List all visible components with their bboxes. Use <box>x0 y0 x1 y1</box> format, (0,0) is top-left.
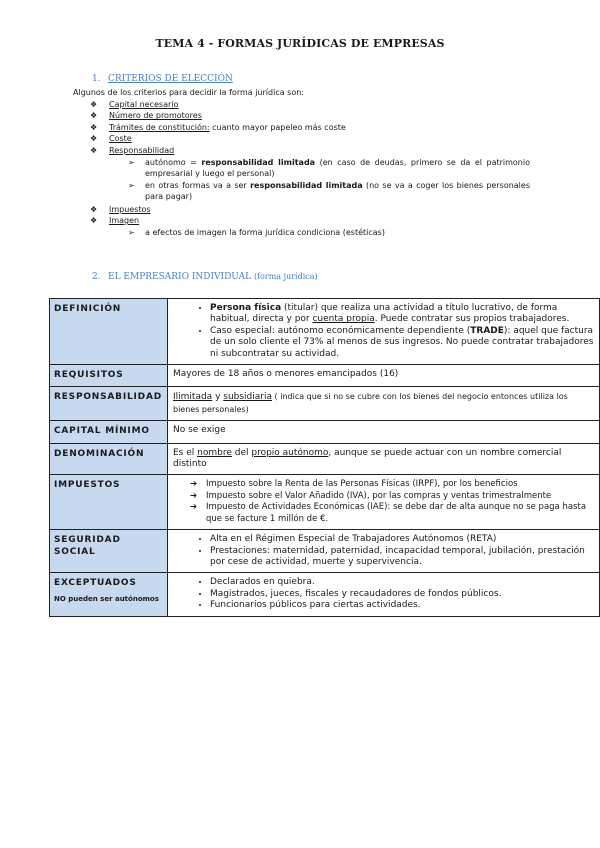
arrowhead-bullet-icon: ➢ <box>128 228 135 238</box>
diamond-bullet-icon: ❖ <box>90 111 98 121</box>
arrow-right-icon: ➔ <box>190 479 198 490</box>
list-item: • Alta en el Régimen Especial de Trabajadores Autónomos (RETA) <box>210 534 594 545</box>
list-item: • Prestaciones: maternidad, paternidad, incapacidad temporal, jubilación, prestación por cese de actividad, muerte y supervivencia. <box>210 546 594 569</box>
impuestos-cell <box>168 475 600 530</box>
list-item: ❖ Imagen ➢ a efectos de imagen la forma jurídica condiciona (estéticas) <box>90 215 530 239</box>
arrowhead-bullet-icon: ➢ <box>128 180 135 190</box>
list-item: • Declarados en quiebra. <box>210 577 594 588</box>
diamond-bullet-icon: ❖ <box>90 216 98 226</box>
page-title: TEMA 4 - FORMAS JURÍDICAS DE EMPRESAS <box>155 37 445 50</box>
capital-cell: No se exige <box>168 421 600 443</box>
table-row <box>50 299 600 365</box>
exceptuados-sublabel: NO pueden ser autónomos <box>54 594 159 603</box>
list-item: ➢ a efectos de imagen la forma jurídica condiciona (estéticas) <box>128 228 385 238</box>
section-1-number: 1. <box>92 74 101 84</box>
table-row <box>50 475 600 530</box>
diamond-bullet-icon: ❖ <box>90 145 98 155</box>
seguridad-cell <box>168 530 600 573</box>
empresario-individual-table <box>49 298 600 617</box>
table-row <box>50 387 600 421</box>
row-label-seguridad: SEGURIDAD SOCIAL <box>50 530 168 573</box>
arrow-right-icon: ➔ <box>190 502 198 513</box>
list-item: ❖ Capital necesario <box>90 100 179 109</box>
row-label-definicion: DEFINICIÓN <box>50 299 168 365</box>
table-row <box>50 573 600 616</box>
section-2-heading <box>92 272 318 282</box>
row-label-exceptuados: EXCEPTUADOS NO pueden ser autónomos <box>50 573 168 616</box>
denominacion-cell: Es el nombre del propio autónomo, aunque se puede actuar con un nombre comercial distinto <box>168 443 600 475</box>
list-item: • Persona física (titular) que realiza una actividad a título lucrativo, de forma habitual, directa y por cuenta propia. Puede contratar sus propios trabajadores. <box>210 303 594 326</box>
list-item: ➢ autónomo = responsabilidad limitada (en caso de deudas, primero se da el patrimonio empresarial y luego el personal) <box>128 158 530 179</box>
row-label-requisitos: REQUISITOS <box>50 365 168 387</box>
list-item: • Funcionarios públicos para ciertas actividades. <box>210 600 594 611</box>
table-row <box>50 421 600 443</box>
section-2-title: EL EMPRESARIO INDIVIDUAL <box>108 272 252 282</box>
list-item: ❖ Trámites de constitución: cuanto mayor papeleo más coste <box>90 122 346 132</box>
row-label-capital: CAPITAL MÍNIMO <box>50 421 168 443</box>
section-2-subtitle: (forma jurídica) <box>253 272 318 281</box>
exceptuados-cell <box>168 573 600 616</box>
arrow-right-icon: ➔ <box>190 490 198 501</box>
list-item: ➔ Impuesto sobre el Valor Añadido (IVA), por las compras y ventas trimestralmente <box>190 490 552 501</box>
requisitos-cell: Mayores de 18 años o menores emancipados (16) <box>168 365 600 387</box>
imagen-sublist <box>125 227 530 238</box>
table-row <box>50 365 600 387</box>
list-item: ➢ en otras formas va a ser responsabilidad limitada (no se va a coger los bienes personales para pagar) <box>128 180 530 202</box>
section-2-number: 2. <box>92 272 101 282</box>
diamond-bullet-icon: ❖ <box>90 122 98 132</box>
row-label-responsabilidad: RESPONSABILIDAD <box>50 387 168 421</box>
diamond-bullet-icon: ❖ <box>90 204 98 214</box>
table-row <box>50 443 600 475</box>
criteria-intro: Algunos de los criterios para decidir la forma jurídica son: <box>73 88 304 97</box>
diamond-bullet-icon: ❖ <box>90 100 98 109</box>
criteria-list <box>90 99 530 240</box>
list-item: ➔ Impuesto de Actividades Económicas (IAE): se debe dar de alta aunque no se paga hasta que se facture 1 millón de €. <box>190 502 587 524</box>
responsabilidad-cell: Ilimitada y subsidiaria ( indica que si no se cubre con los bienes del negocio entonces utiliza los bienes personales) <box>168 387 600 421</box>
row-label-impuestos: IMPUESTOS <box>50 475 168 530</box>
table-row <box>50 530 600 573</box>
list-item: ➔ Impuesto sobre la Renta de las Personas Físicas (IRPF), por los beneficios <box>190 479 518 490</box>
definicion-cell <box>168 299 600 365</box>
list-item: • Caso especial: autónomo económicamente dependiente (TRADE): aquel que factura de un solo cliente el 73% al menos de sus ingresos. No puede contratar trabajadores ni subcontratar su actividad. <box>210 326 594 360</box>
arrowhead-bullet-icon: ➢ <box>128 158 135 168</box>
list-item: • Magistrados, jueces, fiscales y recaudadores de fondos públicos. <box>210 589 594 600</box>
responsabilidad-sublist <box>125 157 530 203</box>
diamond-bullet-icon: ❖ <box>90 134 98 144</box>
list-item: ❖ Responsabilidad ➢ autónomo = responsabilidad limitada (en caso de deudas, primero se da el patrimonio empresarial y luego el personal) ➢ en otras formas va a ser responsabilidad limitada (no se va a coger los bienes personales para pagar) <box>90 145 530 202</box>
section-1-heading <box>92 74 233 84</box>
list-item: ❖ Coste <box>90 134 132 144</box>
section-1-title: CRITERIOS DE ELECCIÓN <box>108 74 233 84</box>
list-item: ❖ Número de promotores <box>90 111 202 121</box>
list-item: ❖ Impuestos <box>90 204 151 214</box>
row-label-denominacion: DENOMINACIÓN <box>50 443 168 475</box>
